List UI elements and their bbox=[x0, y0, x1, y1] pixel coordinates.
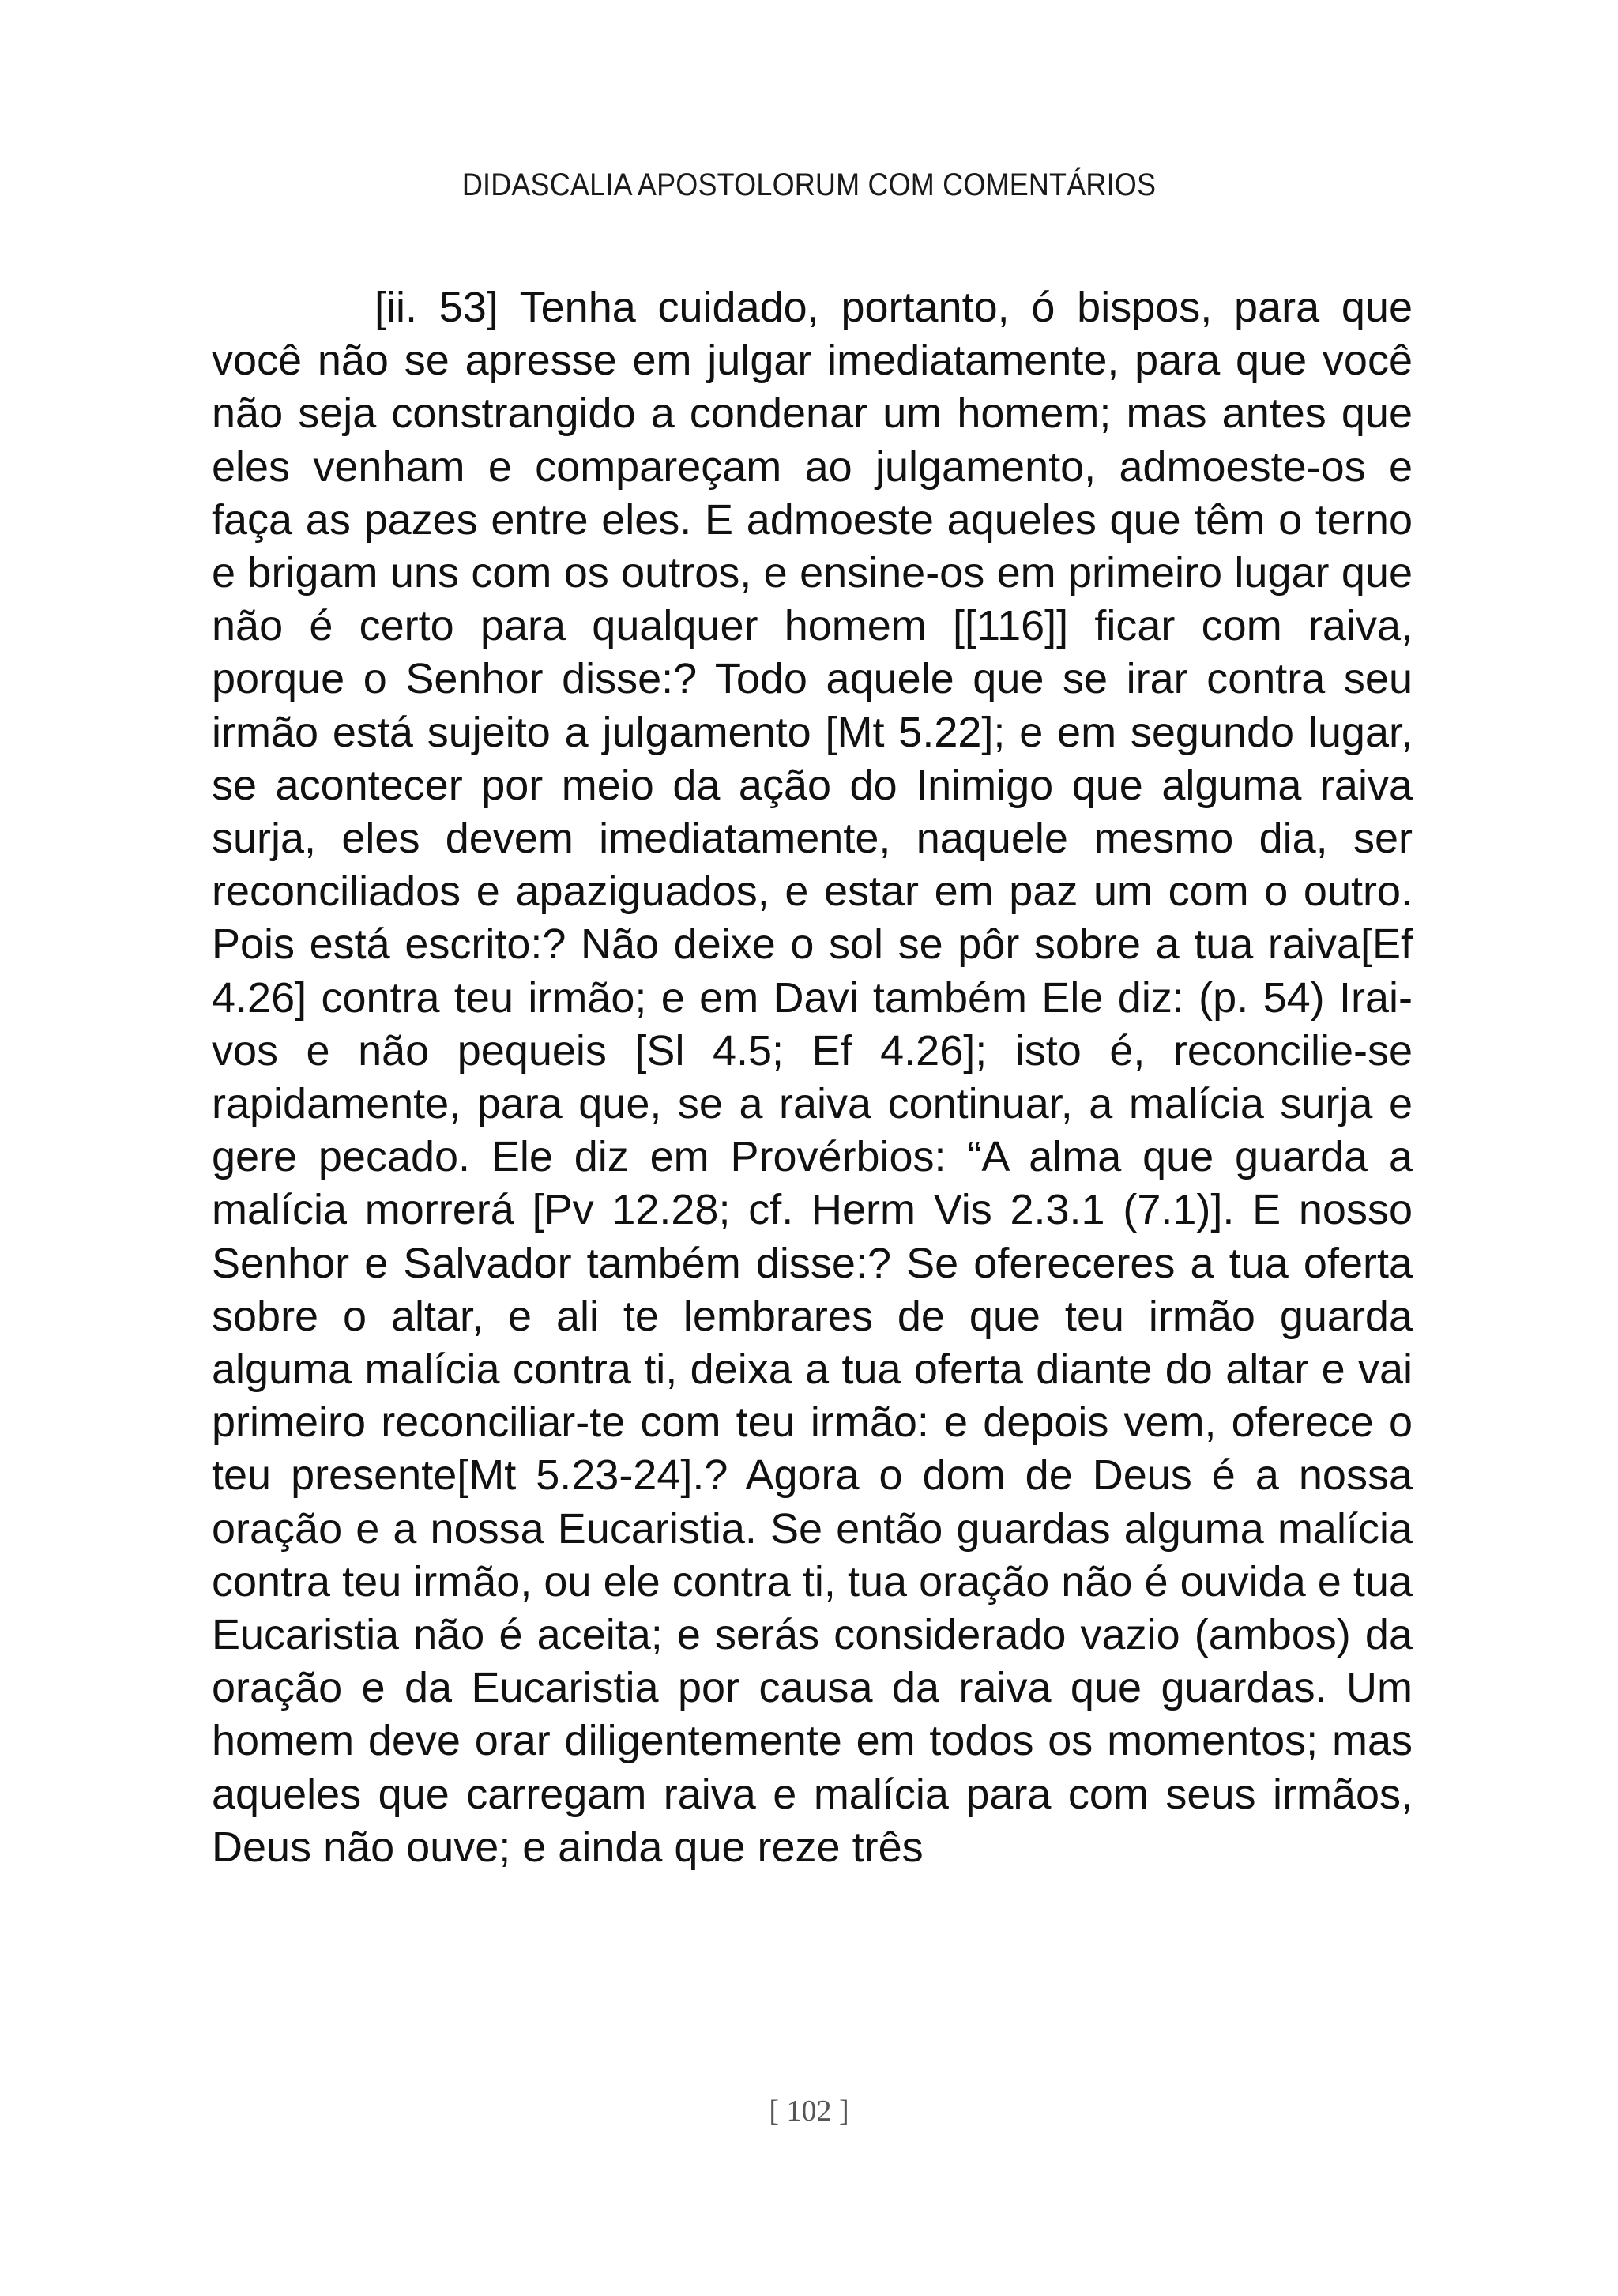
page-number: [ 102 ] bbox=[769, 2095, 849, 2128]
running-header: DIDASCALIA APOSTOLORUM COM COMENTÁRIOS bbox=[461, 167, 1157, 202]
body-paragraph: [ii. 53] Tenha cuidado, portanto, ó bispos, para que você não se apresse em julgar imediatamente, para que você não seja constrangido a condenar um homem; mas antes que eles venham e compareçam ao julgamento, admoeste-os e faça as pazes entre eles. E admoeste aqueles que têm o terno e brigam uns com os outros, e ensine-os em primeiro lugar que não é certo para qualquer homem [[116]] ficar com raiva, porque o Senhor disse:? Todo aquele que se irar contra seu irmão está sujeito a julgamento [Mt 5.22]; e em segundo lugar, se acontecer por meio da ação do Inimigo que alguma raiva surja, eles devem imediatamente, naquele mesmo dia, ser reconciliados e apaziguados, e estar em paz um com o outro. Pois está escrito:? Não deixe o sol se pôr sobre a tua raiva[Ef 4.26] contra teu irmão; e em Davi também Ele diz: (p. 54) Irai-vos e não pequeis [Sl 4.5; Ef 4.26]; isto é, reconcilie-se rapidamente, para que, se a raiva continuar, a malícia surja e gere pecado. Ele diz em Provérbios: “A alma que guarda a malícia morrerá [Pv 12.28; cf. Herm Vis 2.3.1 (7.1)]. E nosso Senhor e Salvador também disse:? Se ofereceres a tua oferta sobre o altar, e ali te lembrares de que teu irmão guarda alguma malícia contra ti, deixa a tua oferta diante do altar e vai primeiro reconciliar-te com teu irmão: e depois vem, oferece o teu presente[Mt 5.23-24].? Agora o dom de Deus é a nossa oração e a nossa Eucaristia. Se então guardas alguma malícia contra teu irmão, ou ele contra ti, tua oração não é ouvida e tua Eucaristia não é aceita; e serás considerado vazio (ambos) da oração e da Eucaristia por causa da raiva que guardas. Um homem deve orar diligentemente em todos os momentos; mas aqueles que carregam raiva e malícia para com seus irmãos, Deus não ouve; e ainda que reze três bbox=[212, 284, 1413, 1871]
